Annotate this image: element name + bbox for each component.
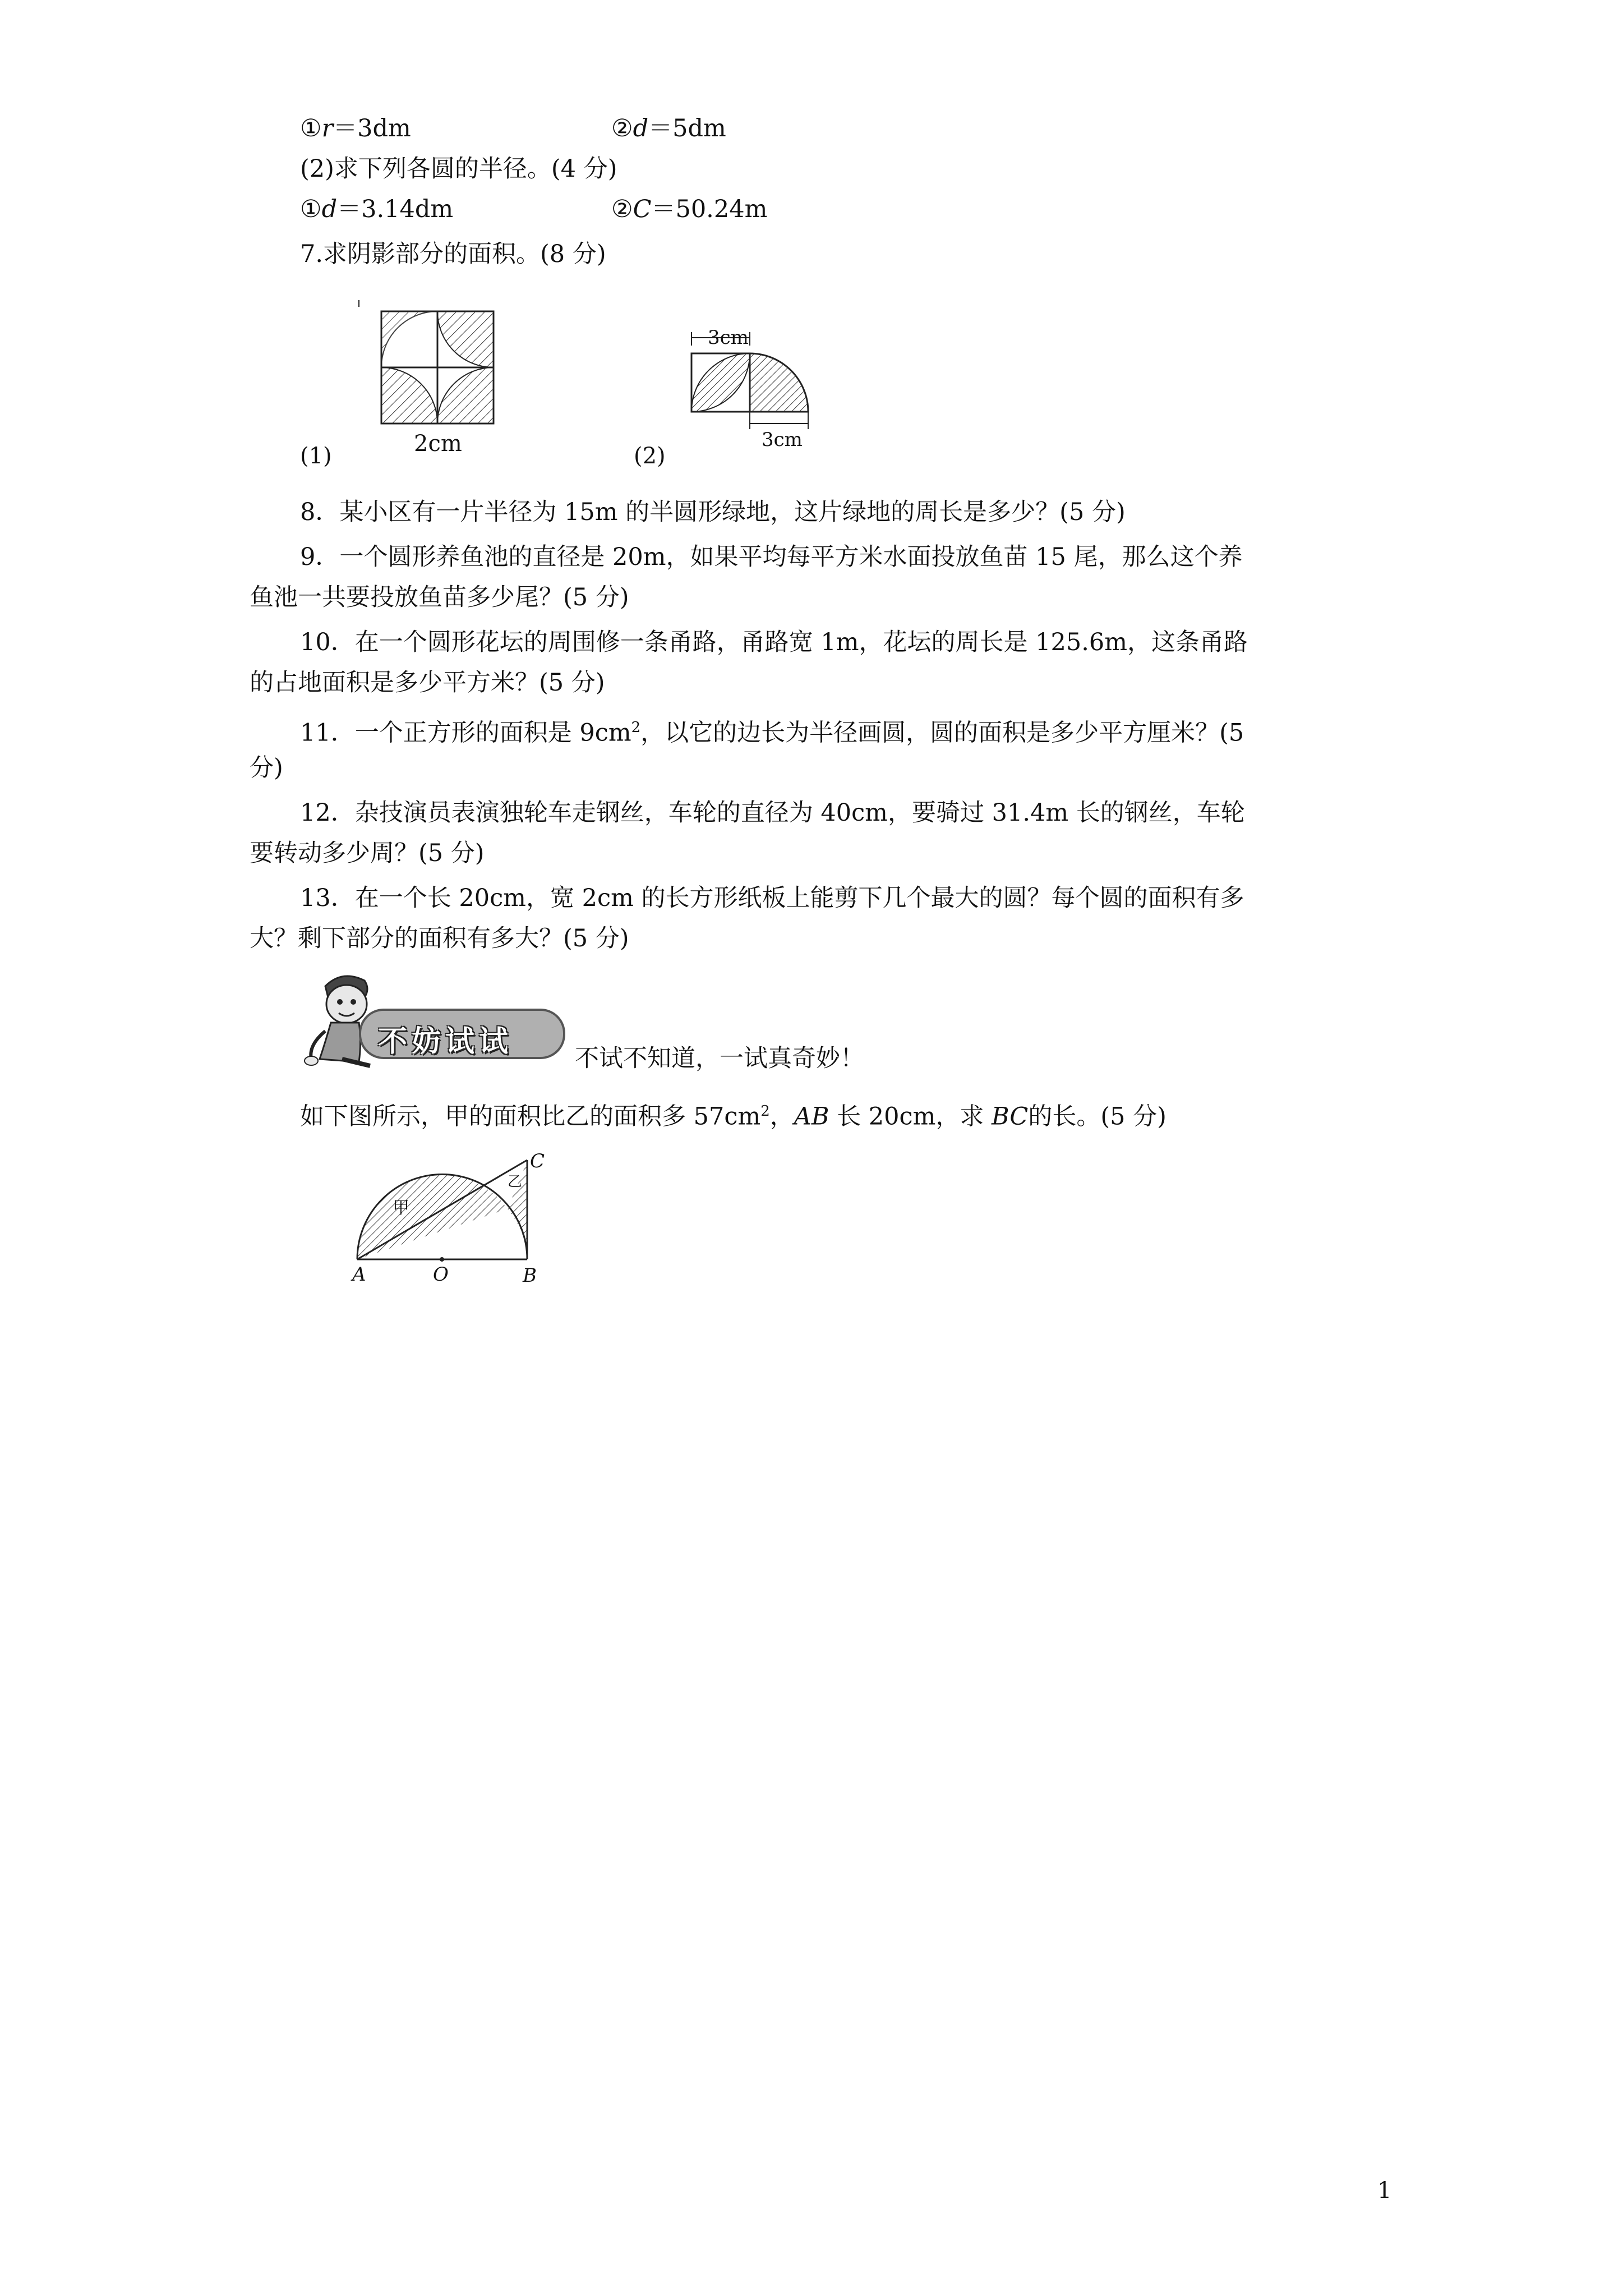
fig-label-jia: 甲 (393, 1198, 409, 1218)
var-d: d (321, 195, 338, 223)
q7-fig2-dim-top: 3cm (708, 326, 749, 349)
page-number: 1 (1377, 2178, 1392, 2203)
superscript: 2 (631, 719, 641, 736)
challenge-text-b: ， (769, 1102, 794, 1131)
q11-text-b: ，以它的边长为半径画圆，圆的面积是多少平方厘米？(5 (640, 719, 1244, 747)
segment-bc: BC (992, 1102, 1029, 1131)
circled-number: ① (300, 114, 322, 142)
value-text: ＝50.24m (651, 195, 768, 223)
q7-fig1-dim: 2cm (414, 431, 462, 457)
var-r: r (321, 114, 334, 142)
q13-line1: 13．在一个长 20cm，宽 2cm 的长方形纸板上能剪下几个最大的圆？每个圆的面积有多 (300, 884, 1244, 912)
q6-line1 (300, 112, 411, 145)
challenge-banner (359, 1009, 565, 1059)
q10-line1: 10．在一个圆形花坛的周围修一条甬路，甬路宽 1m，花坛的周长是 125.6m，这条甬路 (300, 628, 1248, 656)
q11-text-a: 11．一个正方形的面积是 9cm (300, 719, 631, 747)
var-c: C (633, 195, 652, 223)
q12-line2: 要转动多少周？(5 分) (250, 839, 485, 867)
fig-point-c: C (530, 1150, 545, 1172)
circled-number: ① (300, 195, 322, 223)
challenge-question (300, 1095, 1166, 1133)
var-d: d (633, 114, 649, 142)
value-text: ＝3.14dm (337, 195, 454, 223)
q6-line2-b (611, 193, 767, 226)
q9-line2: 鱼池一共要投放鱼苗多少尾？(5 分) (250, 583, 629, 611)
q8-text: 8．某小区有一片半径为 15m 的半圆形绿地，这片绿地的周长是多少？(5 分) (300, 498, 1126, 526)
superscript: 2 (760, 1103, 770, 1120)
segment-ab: AB (794, 1102, 829, 1131)
fig-point-b: B (523, 1264, 537, 1287)
value-text: ＝3dm (333, 114, 411, 142)
q7-fig2-dim-bottom: 3cm (762, 429, 803, 451)
challenge-text-d: 的长。(5 分) (1028, 1102, 1166, 1131)
challenge-text-c: 长 20cm，求 (829, 1102, 992, 1131)
challenge-text-a: 如下图所示，甲的面积比乙的面积多 57cm (300, 1102, 761, 1131)
fig-point-a: A (352, 1263, 366, 1286)
q7-fig1-label: (1) (300, 443, 332, 469)
q10-line2: 的占地面积是多少平方米？(5 分) (250, 669, 605, 697)
challenge-banner-text: 不妨试试 (378, 1025, 513, 1059)
q12-line1: 12．杂技演员表演独轮车走钢丝，车轮的直径为 40cm，要骑过 31.4m 长的钢丝，车轮 (300, 799, 1245, 827)
circled-number: ② (611, 114, 633, 142)
q9-line1: 9．一个圆形养鱼池的直径是 20m，如果平均每平方米水面投放鱼苗 15 尾，那么这个养 (300, 543, 1243, 571)
q6-line1-b (611, 112, 726, 145)
q11-line2: 分) (250, 754, 283, 782)
value-text: ＝5dm (648, 114, 726, 142)
q7-fig2-label: (2) (634, 443, 666, 469)
fig-point-o: O (433, 1263, 449, 1286)
q11-line1 (300, 711, 1244, 749)
circled-number: ② (611, 195, 633, 223)
q6-line2 (300, 193, 453, 226)
challenge-slogan: 不试不知道，一试真奇妙！ (575, 1045, 864, 1073)
q6-part2: (2)求下列各圆的半径。(4 分) (300, 155, 617, 183)
q7-text: 7.求阴影部分的面积。(8 分) (300, 240, 606, 268)
fig-label-yi: 乙 (508, 1174, 523, 1190)
q13-line2: 大？剩下部分的面积有多大？(5 分) (250, 924, 629, 953)
